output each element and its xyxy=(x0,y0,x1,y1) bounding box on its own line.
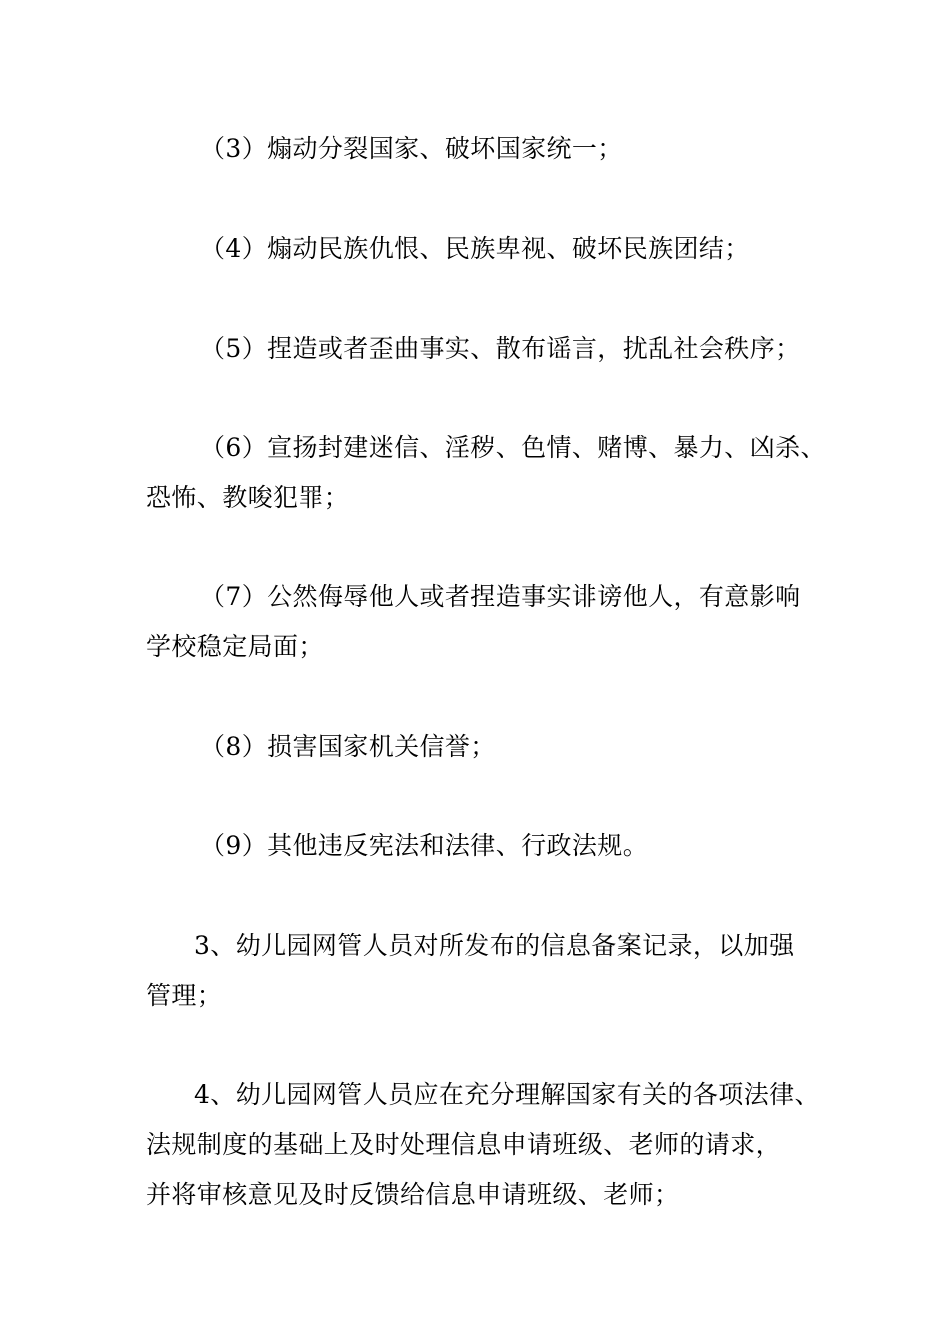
paragraph-item-8: （8）损害国家机关信誉； xyxy=(200,732,496,761)
paragraph-item-3: （3）煽动分裂国家、破坏国家统一； xyxy=(200,134,623,163)
paragraph-item-7-line-2: 学校稳定局面； xyxy=(146,632,324,661)
paragraph-item-6-line-1: （6）宣扬封建迷信、淫秽、色情、赌博、暴力、凶杀、 xyxy=(200,433,826,462)
paragraph-rule-4-line-3: 并将审核意见及时反馈给信息申请班级、老师； xyxy=(146,1180,680,1209)
paragraph-rule-3-line-1: 3、幼儿园网管人员对所发布的信息备案记录，以加强 xyxy=(194,931,795,960)
paragraph-item-9: （9）其他违反宪法和法律、行政法规。 xyxy=(200,831,649,860)
paragraph-rule-4-line-2: 法规制度的基础上及时处理信息申请班级、老师的请求， xyxy=(146,1130,782,1159)
paragraph-item-7-line-1: （7）公然侮辱他人或者捏造事实诽谤他人，有意影响 xyxy=(200,582,801,611)
paragraph-item-5: （5）捏造或者歪曲事实、散布谣言，扰乱社会秩序； xyxy=(200,334,801,363)
paragraph-item-6-line-2: 恐怖、教唆犯罪； xyxy=(146,483,350,512)
paragraph-rule-3-line-2: 管理； xyxy=(146,981,223,1010)
paragraph-rule-4-line-1: 4、幼儿园网管人员应在充分理解国家有关的各项法律、 xyxy=(194,1080,820,1109)
paragraph-item-4: （4）煽动民族仇恨、民族卑视、破坏民族团结； xyxy=(200,234,750,263)
